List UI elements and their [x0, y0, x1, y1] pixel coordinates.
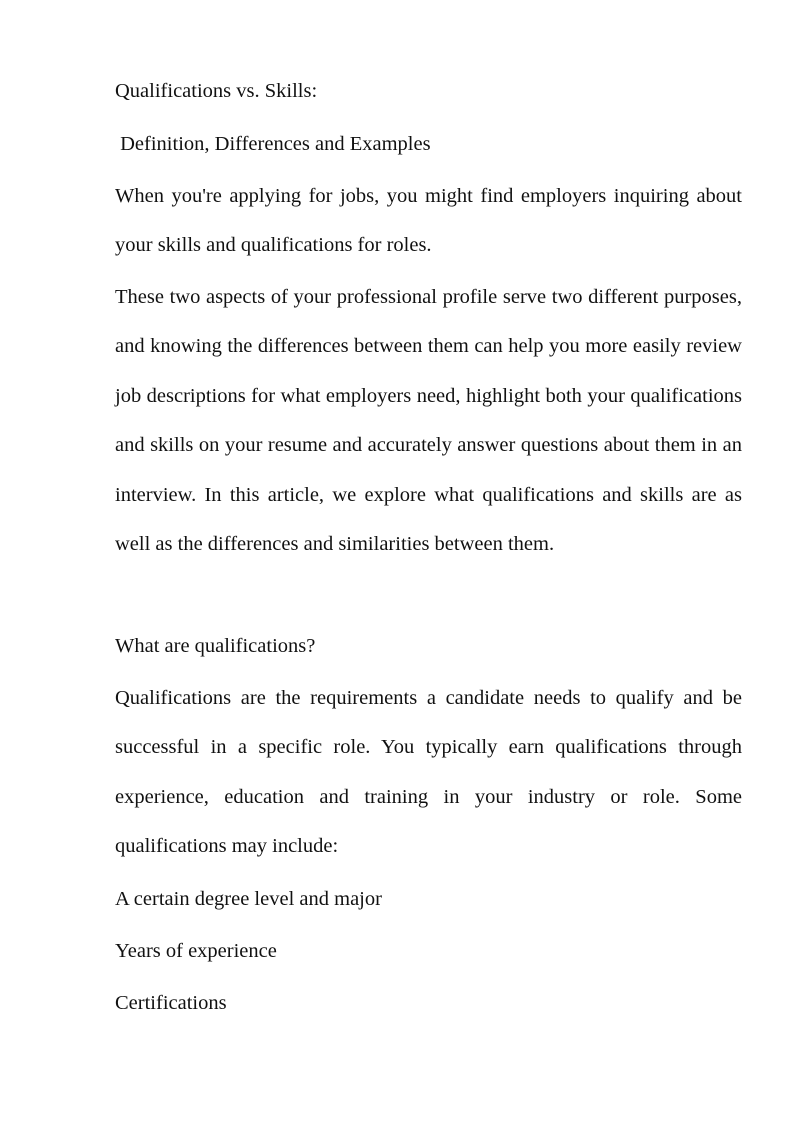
list-item: Years of experience	[115, 940, 277, 962]
list-item: Certifications	[115, 992, 227, 1014]
body-paragraph: These two aspects of your professional profile serve two different purposes, and knowing the differences between them can help you more easily review job descriptions for what employers need, highlight both your qualifications and skills on your resume and accurately answer questions about them in an interview. In this article, we explore what qualifications and skills are as well as the differences and similarities between them.	[115, 286, 742, 556]
section-paragraph: Qualifications are the requirements a candidate needs to qualify and be successful in a specific role. You typically earn qualifications through experience, education and training in your industry or role. Some qualifications may include:	[115, 687, 742, 858]
document-subtitle: Definition, Differences and Examples	[115, 133, 431, 155]
intro-paragraph: When you're applying for jobs, you might find employers inquiring about your skills and qualifications for roles.	[115, 185, 742, 257]
list-item: A certain degree level and major	[115, 888, 382, 910]
document-title: Qualifications vs. Skills:	[115, 80, 318, 102]
section-heading: What are qualifications?	[115, 635, 316, 657]
